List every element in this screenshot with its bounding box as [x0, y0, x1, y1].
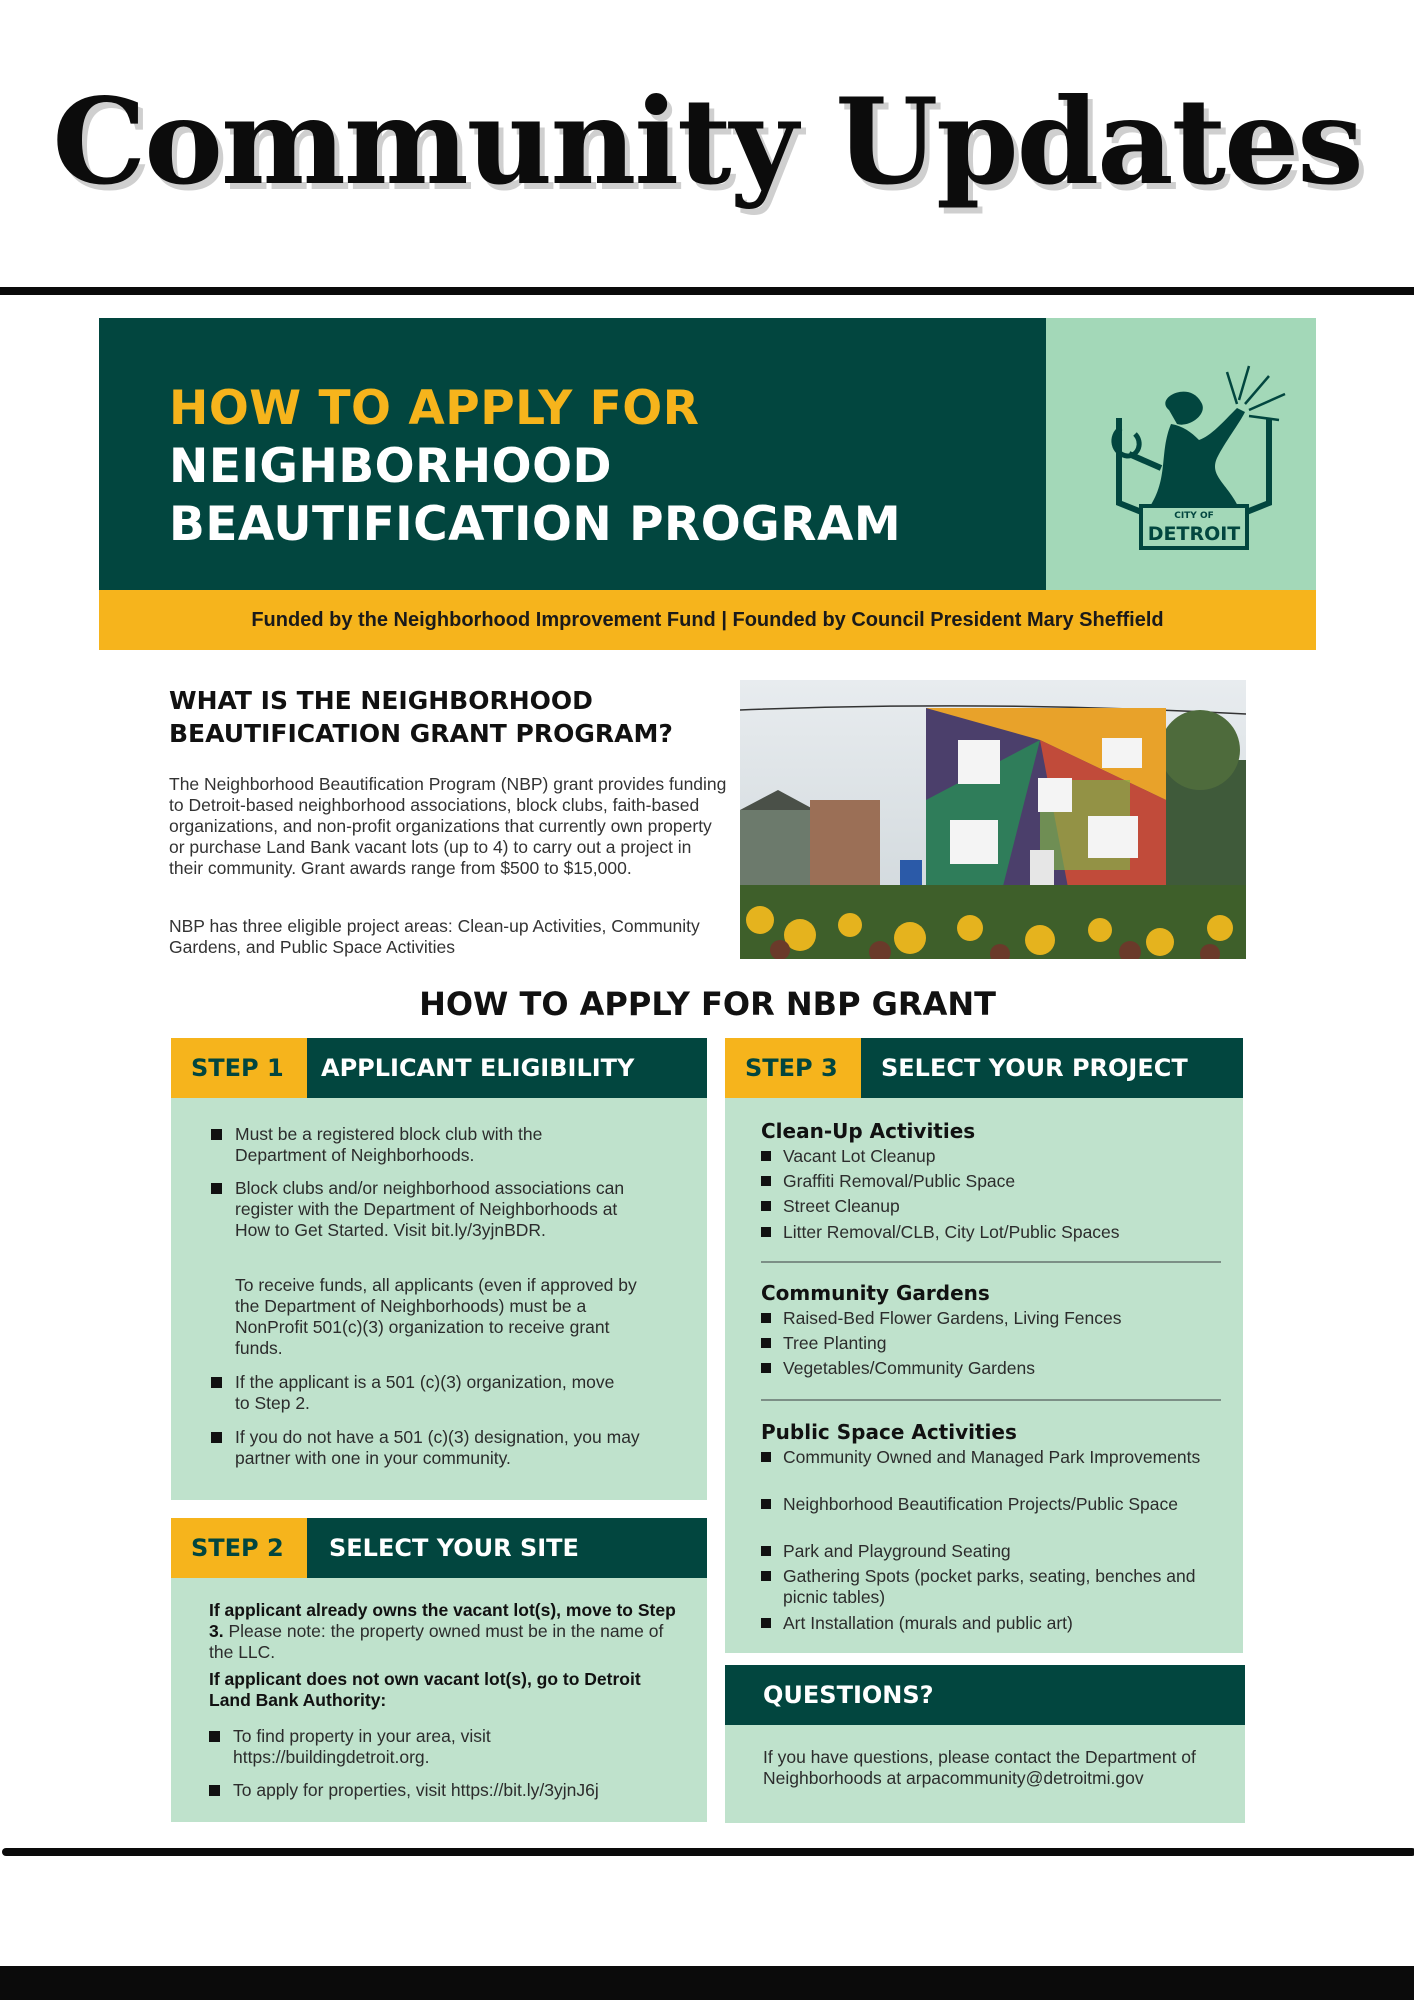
- funded-text: Funded by the Neighborhood Improvement Fund | Founded by Council President Mary Sheffield: [251, 609, 1164, 631]
- public-space-item: Community Owned and Managed Park Improvements: [761, 1447, 1211, 1468]
- project-divider: [761, 1399, 1221, 1401]
- cleanup-item: Litter Removal/CLB, City Lot/Public Spaces: [761, 1222, 1211, 1243]
- step-2-owns-lot-rest: Please note: the property owned must be in the name of the LLC.: [209, 1621, 664, 1662]
- about-heading-line-1: WHAT IS THE NEIGHBORHOOD: [169, 686, 593, 715]
- about-heading-line-2: BEAUTIFICATION GRANT PROGRAM?: [169, 719, 673, 748]
- questions-title: QUESTIONS?: [763, 1681, 934, 1709]
- city-of-detroit-seal-icon: [1099, 358, 1289, 558]
- questions-card: [725, 1665, 1245, 1823]
- step-2-card: [171, 1518, 707, 1822]
- step-3-title: SELECT YOUR PROJECT: [881, 1054, 1188, 1082]
- about-body-2: NBP has three eligible project areas: Clean-up Activities, Community Gardens, and Public Space Activities: [169, 916, 700, 957]
- project-divider: [761, 1261, 1221, 1263]
- bottom-bar: [0, 1966, 1414, 2000]
- step-1-title: APPLICANT ELIGIBILITY: [321, 1054, 635, 1082]
- seal-detroit-text: DETROIT: [1147, 523, 1241, 545]
- page-title: Community Updates: [52, 72, 1362, 211]
- cleanup-item: Vacant Lot Cleanup: [761, 1146, 1211, 1167]
- step-3-card: [725, 1038, 1243, 1653]
- step-1-bullet-4: If you do not have a 501 (c)(3) designation, you may partner with one in your community.: [211, 1427, 661, 1469]
- step-3-tag: STEP 3: [725, 1038, 861, 1098]
- step-2-owns-lot-bold: If applicant already owns the vacant lot(s), move to Step 3.: [209, 1600, 676, 1641]
- how-to-apply-title: HOW TO APPLY FOR NBP GRANT: [419, 985, 996, 1023]
- mural-house-photo: [740, 680, 1246, 959]
- step-2-header: [171, 1518, 707, 1578]
- step-2-no-lot-note: [209, 1669, 679, 1711]
- hero-line-1: HOW TO APPLY FOR: [169, 381, 700, 436]
- seal-city-of-text: CITY OF: [1174, 511, 1214, 521]
- step-1-tag: STEP 1: [171, 1038, 307, 1098]
- funded-band: [99, 590, 1316, 650]
- gardens-item: Tree Planting: [761, 1333, 1211, 1354]
- step-2-title: SELECT YOUR SITE: [329, 1534, 579, 1562]
- top-divider: [0, 287, 1414, 295]
- bottom-divider: [2, 1848, 1414, 1856]
- gardens-item: Vegetables/Community Gardens: [761, 1358, 1211, 1379]
- cleanup-item: Street Cleanup: [761, 1196, 1211, 1217]
- step-1-bullet-1: Must be a registered block club with the Department of Neighborhoods.: [211, 1124, 631, 1166]
- public-space-heading: Public Space Activities: [761, 1420, 1017, 1444]
- hero-line-2: NEIGHBORHOOD: [169, 439, 613, 494]
- questions-header: [725, 1665, 1245, 1725]
- public-space-item: Art Installation (murals and public art): [761, 1613, 1211, 1634]
- gardens-item: Raised-Bed Flower Gardens, Living Fences: [761, 1308, 1211, 1329]
- about-body-1: The Neighborhood Beautification Program (NBP) grant provides funding to Detroit-based neighborhood associations, block clubs, faith-based organizations, and non-profit organizations that currently own property or purchase Land Bank vacant lots (up to 4) to carry out a project in their community. Grant awards range from $500 to $15,000.: [169, 774, 727, 878]
- grant-flyer: [99, 318, 1316, 1823]
- step-2-bullet-1: To find property in your area, visit https://buildingdetroit.org.: [209, 1726, 629, 1768]
- gardens-heading: Community Gardens: [761, 1281, 990, 1305]
- public-space-item: Gathering Spots (pocket parks, seating, benches and picnic tables): [761, 1566, 1211, 1608]
- step-1-card: [171, 1038, 707, 1500]
- step-2-no-lot-bold: If applicant does not own vacant lot(s), go to Detroit Land Bank Authority:: [209, 1669, 641, 1710]
- public-space-item: Park and Playground Seating: [761, 1541, 1211, 1562]
- step-2-bullet-2: To apply for properties, visit https://bit.ly/3yjnJ6j: [209, 1780, 679, 1801]
- questions-body: If you have questions, please contact the Department of Neighborhoods at arpacommunity@detroitmi.gov: [763, 1747, 1196, 1788]
- flyer-hero: [99, 318, 1316, 590]
- step-1-bullet-3: If the applicant is a 501 (c)(3) organization, move to Step 2.: [211, 1372, 631, 1414]
- cleanup-item: Graffiti Removal/Public Space: [761, 1171, 1211, 1192]
- cleanup-heading: Clean-Up Activities: [761, 1119, 976, 1143]
- step-1-bullet-2: Block clubs and/or neighborhood associations can register with the Department of Neighborhoods at How to Get Started. Visit bit.ly/3yjnBDR.: [211, 1178, 651, 1241]
- hero-line-3: BEAUTIFICATION PROGRAM: [169, 497, 902, 552]
- about-heading: [169, 684, 729, 750]
- step-2-tag: STEP 2: [171, 1518, 307, 1578]
- step-1-funding-note: To receive funds, all applicants (even if approved by the Department of Neighborhoods) must be a NonProfit 501(c)(3) organization to receive grant funds.: [235, 1275, 637, 1358]
- step-3-header: [725, 1038, 1243, 1098]
- step-2-owns-lot-note: [209, 1600, 679, 1663]
- step-1-header: [171, 1038, 707, 1098]
- public-space-item: Neighborhood Beautification Projects/Public Space: [761, 1494, 1211, 1515]
